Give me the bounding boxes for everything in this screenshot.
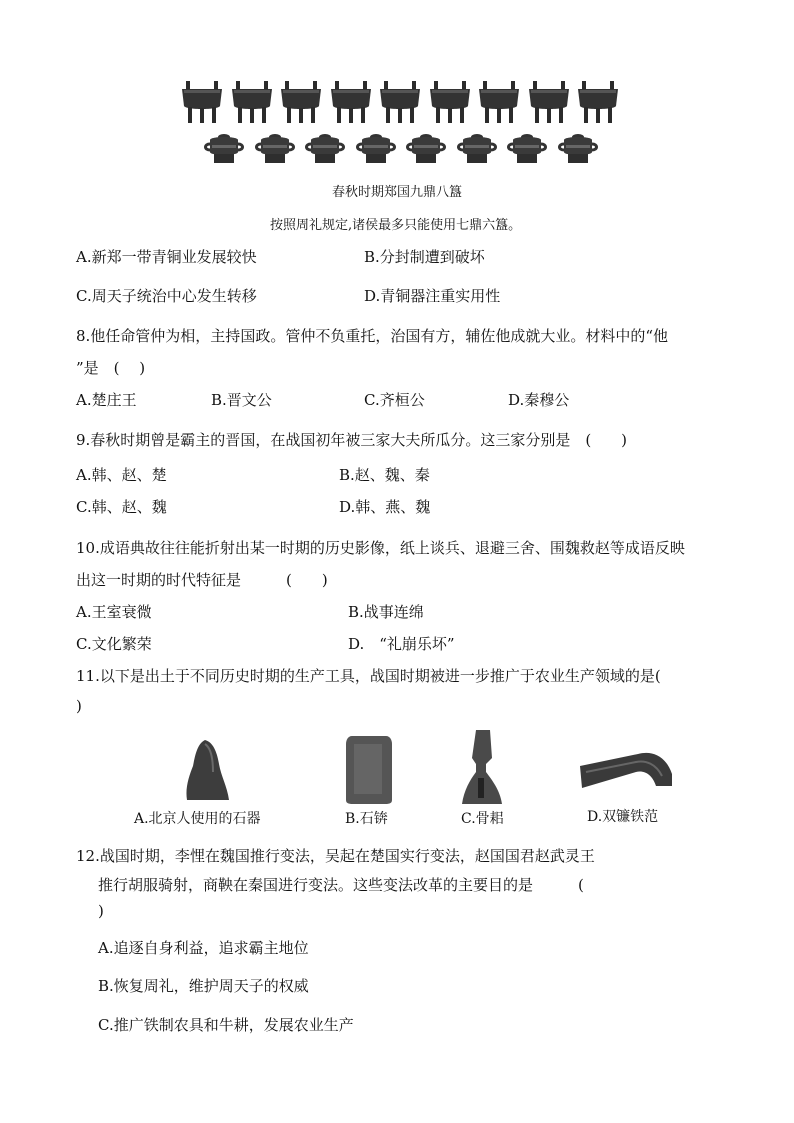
iron-sickle-mold-image xyxy=(578,746,674,800)
figure-note: 按照周礼规定,诸侯最多只能使用七鼎六簋。 xyxy=(270,218,522,233)
q11-option-d[interactable]: D.双镰铁范 xyxy=(587,809,659,825)
q10-option-d[interactable]: D. “礼崩乐坏” xyxy=(348,635,455,653)
figure-caption: 春秋时期郑国九鼎八簋 xyxy=(332,185,463,200)
gui-vessel-icon xyxy=(556,132,600,168)
gui-vessel-icon xyxy=(253,132,297,168)
stone-tool-image xyxy=(183,738,231,802)
q9-option-b[interactable]: B.赵、魏、秦 xyxy=(339,466,430,484)
q9-stem: 9.春秋时期曾是霸主的晋国，在战国初年被三家大夫所瓜分。这三家分别是 ( ) xyxy=(76,431,628,449)
q12-option-a[interactable]: A.追逐自身利益，追求霸主地位 xyxy=(98,939,309,957)
q7-option-a[interactable]: A.新郑一带青铜业发展较快 xyxy=(76,248,257,266)
ding-vessel-icon xyxy=(279,80,323,128)
gui-vessel-icon xyxy=(505,132,549,168)
stone-adze-image xyxy=(344,734,394,806)
q8-stem-line2: ”是 ( ) xyxy=(76,359,146,377)
ding-vessel-icon xyxy=(180,80,224,128)
q11-stem-line2: ) xyxy=(76,697,82,715)
q10-stem-line2: 出这一时期的时代特征是 ( ) xyxy=(76,571,328,589)
q12-stem-line3: ) xyxy=(98,902,104,920)
q11-stem-line1: 11.以下是出土于不同历史时期的生产工具，战国时期被进一步推广于农业生产领域的是( xyxy=(76,667,661,685)
gui-row xyxy=(0,132,794,164)
q9-option-c[interactable]: C.韩、赵、魏 xyxy=(76,498,167,516)
q7-option-b[interactable]: B.分封制遭到破坏 xyxy=(364,248,485,266)
q10-stem-line1: 10.成语典故往往能折射出某一时期的历史影像，纸上谈兵、退避三舍、围魏救赵等成语反映 xyxy=(76,539,685,557)
q12-option-b[interactable]: B.恢复周礼，维护周天子的权威 xyxy=(98,977,309,995)
gui-vessel-icon xyxy=(455,132,499,168)
q8-option-a[interactable]: A.楚庄王 xyxy=(76,391,137,409)
ding-vessel-icon xyxy=(477,80,521,128)
gui-vessel-icon xyxy=(202,132,246,168)
q8-option-d[interactable]: D.秦穆公 xyxy=(508,391,570,409)
ding-vessel-icon xyxy=(230,80,274,128)
q12-stem-line1: 12.战国时期，李悝在魏国推行变法，吴起在楚国实行变法，赵国国君赵武灵王 xyxy=(76,847,595,865)
q11-option-c[interactable]: C.骨耜 xyxy=(461,811,504,827)
q10-option-a[interactable]: A.王室衰微 xyxy=(76,603,152,621)
q9-option-a[interactable]: A.韩、赵、楚 xyxy=(76,466,167,484)
q11-option-b[interactable]: B.石锛 xyxy=(345,811,388,827)
q12-stem-line2: 推行胡服骑射，商鞅在秦国进行变法。这些变法改革的主要目的是 ( xyxy=(98,876,584,894)
q10-option-b[interactable]: B.战事连绵 xyxy=(348,603,424,621)
q8-stem-line1: 8.他任命管仲为相，主持国政。管仲不负重托，治国有方，辅佐他成就大业。材料中的“他 xyxy=(76,327,668,345)
bone-spade-image xyxy=(456,728,506,806)
q7-option-c[interactable]: C.周天子统治中心发生转移 xyxy=(76,287,257,305)
gui-vessel-icon xyxy=(303,132,347,168)
q8-option-c[interactable]: C.齐桓公 xyxy=(364,391,425,409)
q7-option-d[interactable]: D.青铜器注重实用性 xyxy=(364,287,501,305)
ding-vessel-icon xyxy=(378,80,422,128)
q11-option-a[interactable]: A.北京人使用的石器 xyxy=(134,811,261,827)
q12-option-c[interactable]: C.推广铁制农具和牛耕，发展农业生产 xyxy=(98,1016,354,1034)
ding-row xyxy=(0,80,794,124)
gui-vessel-icon xyxy=(404,132,448,168)
ding-vessel-icon xyxy=(576,80,620,128)
q8-option-b[interactable]: B.晋文公 xyxy=(211,391,272,409)
q9-option-d[interactable]: D.韩、燕、魏 xyxy=(339,498,431,516)
ding-vessel-icon xyxy=(329,80,373,128)
q10-option-c[interactable]: C.文化繁荣 xyxy=(76,635,152,653)
ding-vessel-icon xyxy=(527,80,571,128)
gui-vessel-icon xyxy=(354,132,398,168)
ding-vessel-icon xyxy=(428,80,472,128)
